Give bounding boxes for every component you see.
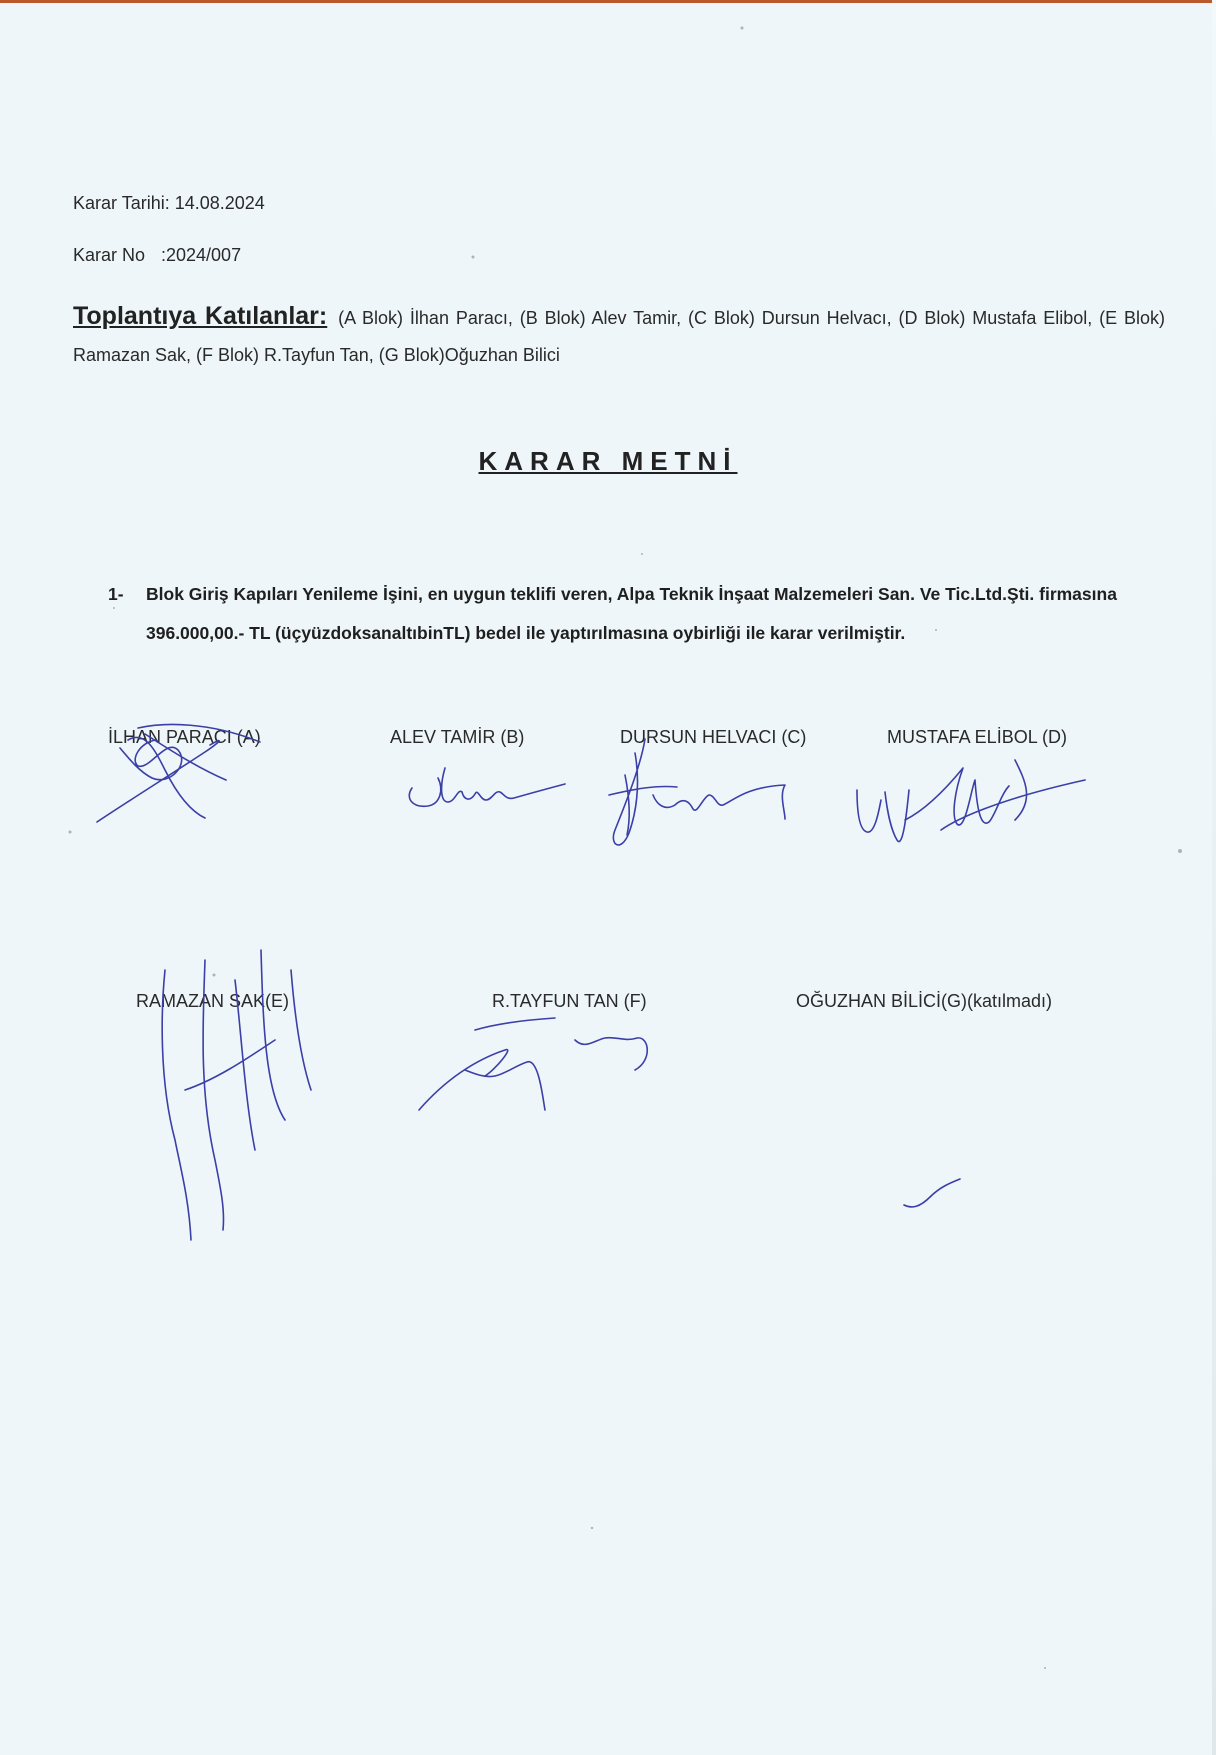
signature-a xyxy=(90,700,290,830)
signatory-b: ALEV TAMİR (B) xyxy=(390,727,525,747)
decision-number-value: :2024/007 xyxy=(161,245,242,265)
signature-g-mark xyxy=(900,1175,970,1215)
signatory-c: DURSUN HELVACI (C) xyxy=(620,727,807,747)
decision-item xyxy=(108,575,1168,653)
signatory-d: MUSTAFA ELİBOL (D) xyxy=(887,727,1068,747)
signature-c xyxy=(605,735,805,855)
page-top-edge xyxy=(0,0,1216,3)
participants-list: (A Blok) İlhan Paracı, (B Blok) Alev Tamir, (C Blok) Dursun Helvacı, (D Blok) Mustafa Elibol, (E Blok) Ramazan Sak, (F Blok) R.Tayfun Tan, (G Blok)Oğuzhan Bilici xyxy=(73,308,1166,365)
decision-number xyxy=(73,245,241,266)
signature-b xyxy=(400,750,580,820)
participants-heading: Toplantıya Katılanlar: xyxy=(73,302,328,330)
decision-date xyxy=(73,193,265,214)
decision-title: KARAR METNİ xyxy=(478,446,738,476)
participants xyxy=(73,298,1165,374)
signatory-g: OĞUZHAN BİLİCİ(G)(katılmadı) xyxy=(796,991,1053,1011)
decision-date-label: Karar Tarihi: xyxy=(73,193,170,213)
decision-date-value: 14.08.2024 xyxy=(174,193,265,213)
decision-number-label: Karar No xyxy=(73,245,146,265)
signature-d xyxy=(845,750,1095,880)
signatory-e: RAMAZAN SAK(E) xyxy=(136,991,290,1011)
signature-e xyxy=(145,940,325,1240)
signatory-a: İLHAN PARACI (A) xyxy=(108,727,261,747)
decision-item-number: 1- xyxy=(108,584,124,604)
signatory-f: R.TAYFUN TAN (F) xyxy=(492,991,647,1011)
signature-f xyxy=(415,1010,715,1120)
decision-item-text: Blok Giriş Kapıları Yenileme İşini, en uygun teklifi veren, Alpa Teknik İnşaat Malzemeleri San. Ve Tic.Ltd.Şti. firmasına 396.000,00.- TL (üçyüzdoksanaltıbinTL) bedel ile yaptırılmasına oybirliği ile karar verilmiştir. xyxy=(146,584,1117,643)
page-right-edge xyxy=(1212,0,1216,1755)
